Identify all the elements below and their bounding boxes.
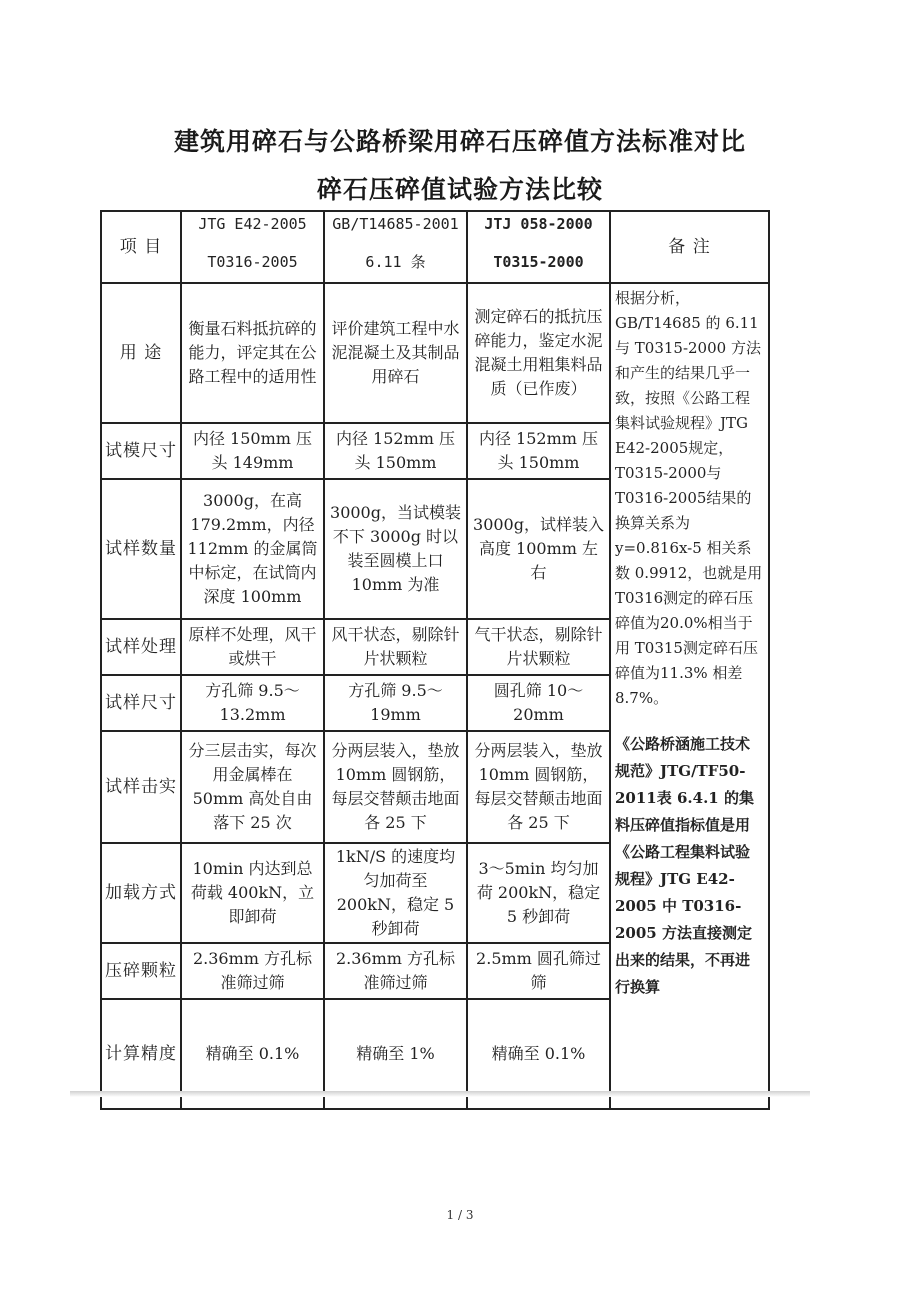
row-label: 压碎颗粒 [101,943,181,999]
header-remark: 备 注 [610,211,769,283]
cell-gb-t14685: 分两层装入，垫放 10mm 圆钢筋，每层交替颠击地面各 25 下 [324,731,467,843]
cell-jtg-e42: 原样不处理，风干或烘干 [181,619,324,675]
row-label: 加载方式 [101,843,181,943]
row-label: 试样击实 [101,731,181,843]
cell-gb-t14685: 方孔筛 9.5～19mm [324,675,467,731]
cell-jtg-e42: 内径 150mm 压头 149mm [181,423,324,479]
header-jtj-058-clause: T0315-2000 [493,253,584,271]
table-header-row [101,211,769,283]
table-title: 碎石压碎值试验方法比较 [316,175,603,204]
cell-jtj-058: 气干状态，剔除针片状颗粒 [467,619,610,675]
cell-jtg-e42: 衡量石料抵抗碎的能力，评定其在公路工程中的适用性 [181,283,324,423]
cell-gb-t14685: 2.36mm 方孔标准筛过筛 [324,943,467,999]
cell-jtj-058: 精确至 0.1% [467,999,610,1109]
header-jtg-e42-code: JTG E42-2005 [198,215,307,233]
header-gb-t14685 [324,211,467,283]
header-gb-t14685-code: GB/T14685-2001 [332,215,459,233]
cell-gb-t14685: 3000g，当试模装不下 3000g 时以装至圆模上口 10mm 为准 [324,479,467,619]
cell-jtg-e42: 分三层击实，每次用金属棒在 50mm 高处自由落下 25 次 [181,731,324,843]
cell-jtg-e42: 10min 内达到总荷载 400kN，立即卸荷 [181,843,324,943]
cell-jtj-058: 圆孔筛 10～20mm [467,675,610,731]
cell-gb-t14685: 1kN/S 的速度均匀加荷至 200kN，稳定 5 秒卸荷 [324,843,467,943]
page-indicator: 1 / 3 [446,1208,474,1222]
row-label: 试模尺寸 [101,423,181,479]
cell-gb-t14685: 评价建筑工程中水泥混凝土及其制品用碎石 [324,283,467,423]
row-label: 试样处理 [101,619,181,675]
cell-jtj-058: 3000g，试样装入高度 100mm 左右 [467,479,610,619]
cell-jtj-058: 分两层装入，垫放 10mm 圆钢筋，每层交替颠击地面各 25 下 [467,731,610,843]
cell-jtj-058: 2.5mm 圆孔筛过筛 [467,943,610,999]
cell-gb-t14685: 风干状态，剔除针片状颗粒 [324,619,467,675]
remark-note-conversion: 根据分析，GB/T14685 的 6.11 与 T0315-2000 方法和产生的结果几乎一致，按照《公路工程集料试验规程》JTG E42-2005规定，T0315-2000与T0316-2005结果的换算关系为 y=0.816x-5 相关系数 0.9912，也就是用 T0316测定的碎石压碎值为20.0%相当于用 T0315测定碎石压碎值为11.3% 相差 8.7%。 [615,289,763,707]
header-gb-t14685-clause: 6.11 条 [365,253,426,271]
cell-jtj-058: 测定碎石的抵抗压碎能力，鉴定水泥混凝土用粗集料品质（已作废） [467,283,610,423]
document-title: 建筑用碎石与公路桥梁用碎石压碎值方法标准对比 [173,127,746,156]
page-cut-shadow [70,1091,810,1097]
comparison-table [100,210,770,1110]
remark-cell [610,283,769,1109]
cell-jtg-e42: 2.36mm 方孔标准筛过筛 [181,943,324,999]
table-row [101,283,769,423]
header-jtg-e42-clause: T0316-2005 [207,253,298,271]
cell-jtg-e42: 方孔筛 9.5～13.2mm [181,675,324,731]
cell-jtg-e42: 精确至 0.1% [181,999,324,1109]
cell-jtj-058: 内径 152mm 压头 150mm [467,423,610,479]
header-jtj-058 [467,211,610,283]
row-label: 计算精度 [101,999,181,1109]
cell-jtj-058: 3～5min 均匀加荷 200kN，稳定 5 秒卸荷 [467,843,610,943]
cell-jtg-e42: 3000g，在高179.2mm，内径112mm 的金属筒中标定，在试筒内深度 100mm [181,479,324,619]
header-jtj-058-code: JTJ 058-2000 [484,215,593,233]
cell-gb-t14685: 精确至 1% [324,999,467,1109]
row-label: 试样数量 [101,479,181,619]
remark-note-specification: 《公路桥涵施工技术规范》JTG/TF50-2011表 6.4.1 的集料压碎值指标值是用《公路工程集料试验规程》JTG E42-2005 中 T0316-2005 方法直接测定出来的结果，不再进行换算 [615,735,754,996]
cell-gb-t14685: 内径 152mm 压头 150mm [324,423,467,479]
header-item: 项 目 [101,211,181,283]
row-label: 试样尺寸 [101,675,181,731]
header-jtg-e42 [181,211,324,283]
row-label: 用 途 [101,283,181,423]
